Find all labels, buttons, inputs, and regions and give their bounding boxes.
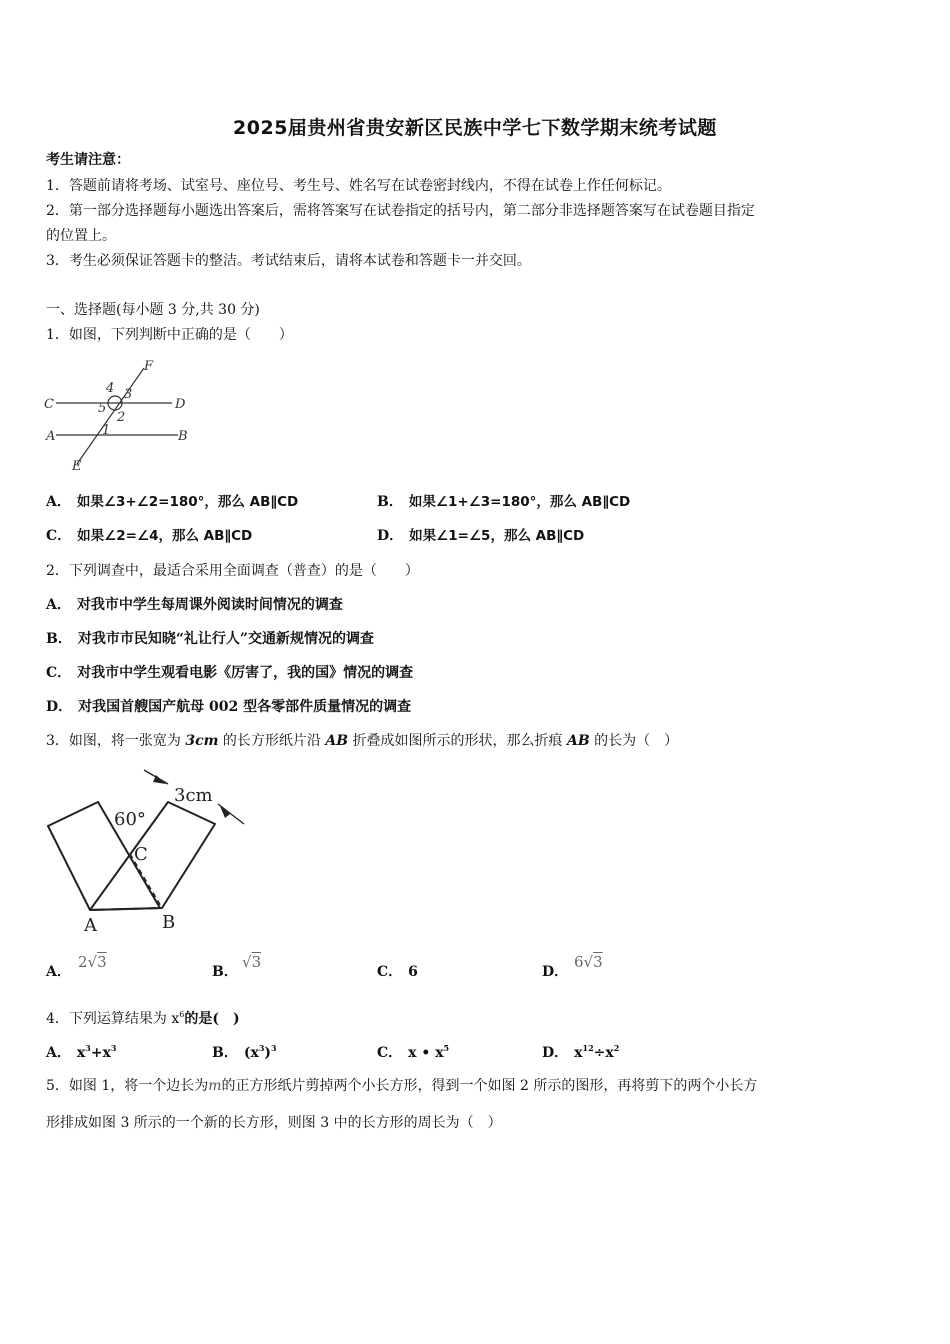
option-key: A． — [46, 597, 71, 613]
question-4-stem: 4．下列运算结果为 $x^6$的是( ) — [46, 1010, 240, 1027]
option-text: 对我市中学生每周课外阅读时间情况的调查 — [76, 597, 343, 613]
option-b[interactable] — [377, 492, 630, 512]
option-key: B． — [377, 494, 403, 510]
figure-label: E — [72, 459, 82, 474]
option-a-value: 2√3 — [78, 953, 107, 971]
option-a[interactable] — [46, 962, 71, 982]
option-text: 如果∠2=∠4，那么 AB∥CD — [77, 528, 253, 544]
option-key: A． — [46, 964, 71, 980]
option-text: 6 — [408, 964, 418, 980]
figure-label: 3cm — [174, 785, 213, 806]
figure-label: 2 — [117, 410, 126, 425]
option-key: C． — [377, 964, 403, 980]
option-c[interactable]: C． x • $x^5$ — [377, 1043, 450, 1061]
option-text: 如果∠3+∠2=180°，那么 AB∥CD — [76, 494, 299, 510]
figure-label: 4 — [106, 381, 115, 396]
question-2-stem: 2．下列调查中，最适合采用全面调查（普查）的是（ ） — [46, 563, 419, 579]
notice-heading: 考生请注意： — [46, 152, 130, 168]
option-a[interactable]: A． $x^3+x^3$ — [46, 1043, 117, 1061]
option-b[interactable]: B． $(x^3)^3$ — [212, 1043, 277, 1061]
option-key: C． — [46, 528, 72, 544]
option-key: D． — [46, 699, 73, 715]
figure-label: B — [162, 912, 176, 933]
option-text: 如果∠1+∠3=180°，那么 AB∥CD — [408, 494, 631, 510]
figure-label: 3 — [124, 387, 133, 402]
question-1-stem: 1．如图，下列判断中正确的是（ ） — [46, 327, 293, 343]
figure-label: A — [84, 915, 97, 936]
option-key: D． — [542, 964, 569, 980]
notice-item: 的位置上。 — [46, 228, 116, 244]
figure-label: F — [144, 359, 154, 374]
option-text: 对我市中学生观看电影《厉害了，我的国》情况的调查 — [77, 665, 414, 681]
option-key: B． — [46, 631, 72, 647]
question-5-line-1: 5．如图 1，将一个边长为m的正方形纸片剪掉两个小长方形，得到一个如图 2 所示的图形，再将剪下的两个小长方 — [46, 1078, 758, 1094]
option-a[interactable] — [46, 492, 298, 512]
question-3-stem: 3．如图，将一张宽为 3cm 的长方形纸片沿 AB 折叠成如图所示的形状，那么折痕 AB 的长为（ ） — [46, 733, 679, 749]
option-b[interactable] — [212, 962, 238, 982]
figure-label: C — [44, 397, 54, 412]
figure-label: 5 — [98, 401, 107, 416]
option-c[interactable] — [46, 663, 413, 683]
option-b[interactable] — [46, 629, 374, 649]
option-d[interactable]: D． $x^{12}\div x^2$ — [542, 1043, 620, 1061]
section-heading: 一、选择题(每小题 3 分,共 30 分) — [46, 302, 260, 318]
option-key: D． — [377, 528, 404, 544]
figure-label: B — [178, 429, 188, 444]
question-3-figure — [40, 762, 250, 937]
question-5-line-2: 形排成如图 3 所示的一个新的长方形，则图 3 中的长方形的周长为（ ） — [46, 1115, 502, 1131]
option-c[interactable] — [46, 526, 252, 546]
figure-label: A — [46, 429, 56, 444]
figure-label: 60° — [114, 809, 146, 830]
figure-label: C — [134, 844, 148, 865]
option-c[interactable] — [377, 962, 418, 982]
option-text: 对我市市民知晓“礼让行人”交通新规情况的调查 — [77, 631, 374, 647]
option-d[interactable] — [542, 962, 568, 982]
option-text: 如果∠1=∠5，那么 AB∥CD — [409, 528, 585, 544]
notice-item: 1．答题前请将考场、试室号、座位号、考生号、姓名写在试卷密封线内，不得在试卷上作任何标记。 — [46, 178, 671, 194]
option-b-value: √3 — [242, 953, 262, 971]
option-d-value: 6√3 — [574, 953, 603, 971]
option-key: B． — [212, 964, 238, 980]
page-title: 2025届贵州省贵安新区民族中学七下数学期末统考试题 — [233, 117, 717, 139]
option-text: 对我国首艘国产航母 002 型各零部件质量情况的调查 — [78, 699, 412, 715]
notice-item: 2．第一部分选择题每小题选出答案后，需将答案写在试卷指定的括号内，第二部分非选择题答案写在试卷题目指定 — [46, 203, 755, 219]
figure-label: 1 — [102, 423, 111, 438]
option-key: C． — [46, 665, 72, 681]
question-1-figure — [44, 356, 204, 476]
option-a[interactable] — [46, 595, 343, 615]
figure-label: D — [175, 397, 186, 412]
notice-item: 3．考生必须保证答题卡的整洁。考试结束后，请将本试卷和答题卡一并交回。 — [46, 253, 531, 269]
option-d[interactable] — [377, 526, 584, 546]
option-key: A． — [46, 494, 71, 510]
option-d[interactable] — [46, 697, 411, 717]
